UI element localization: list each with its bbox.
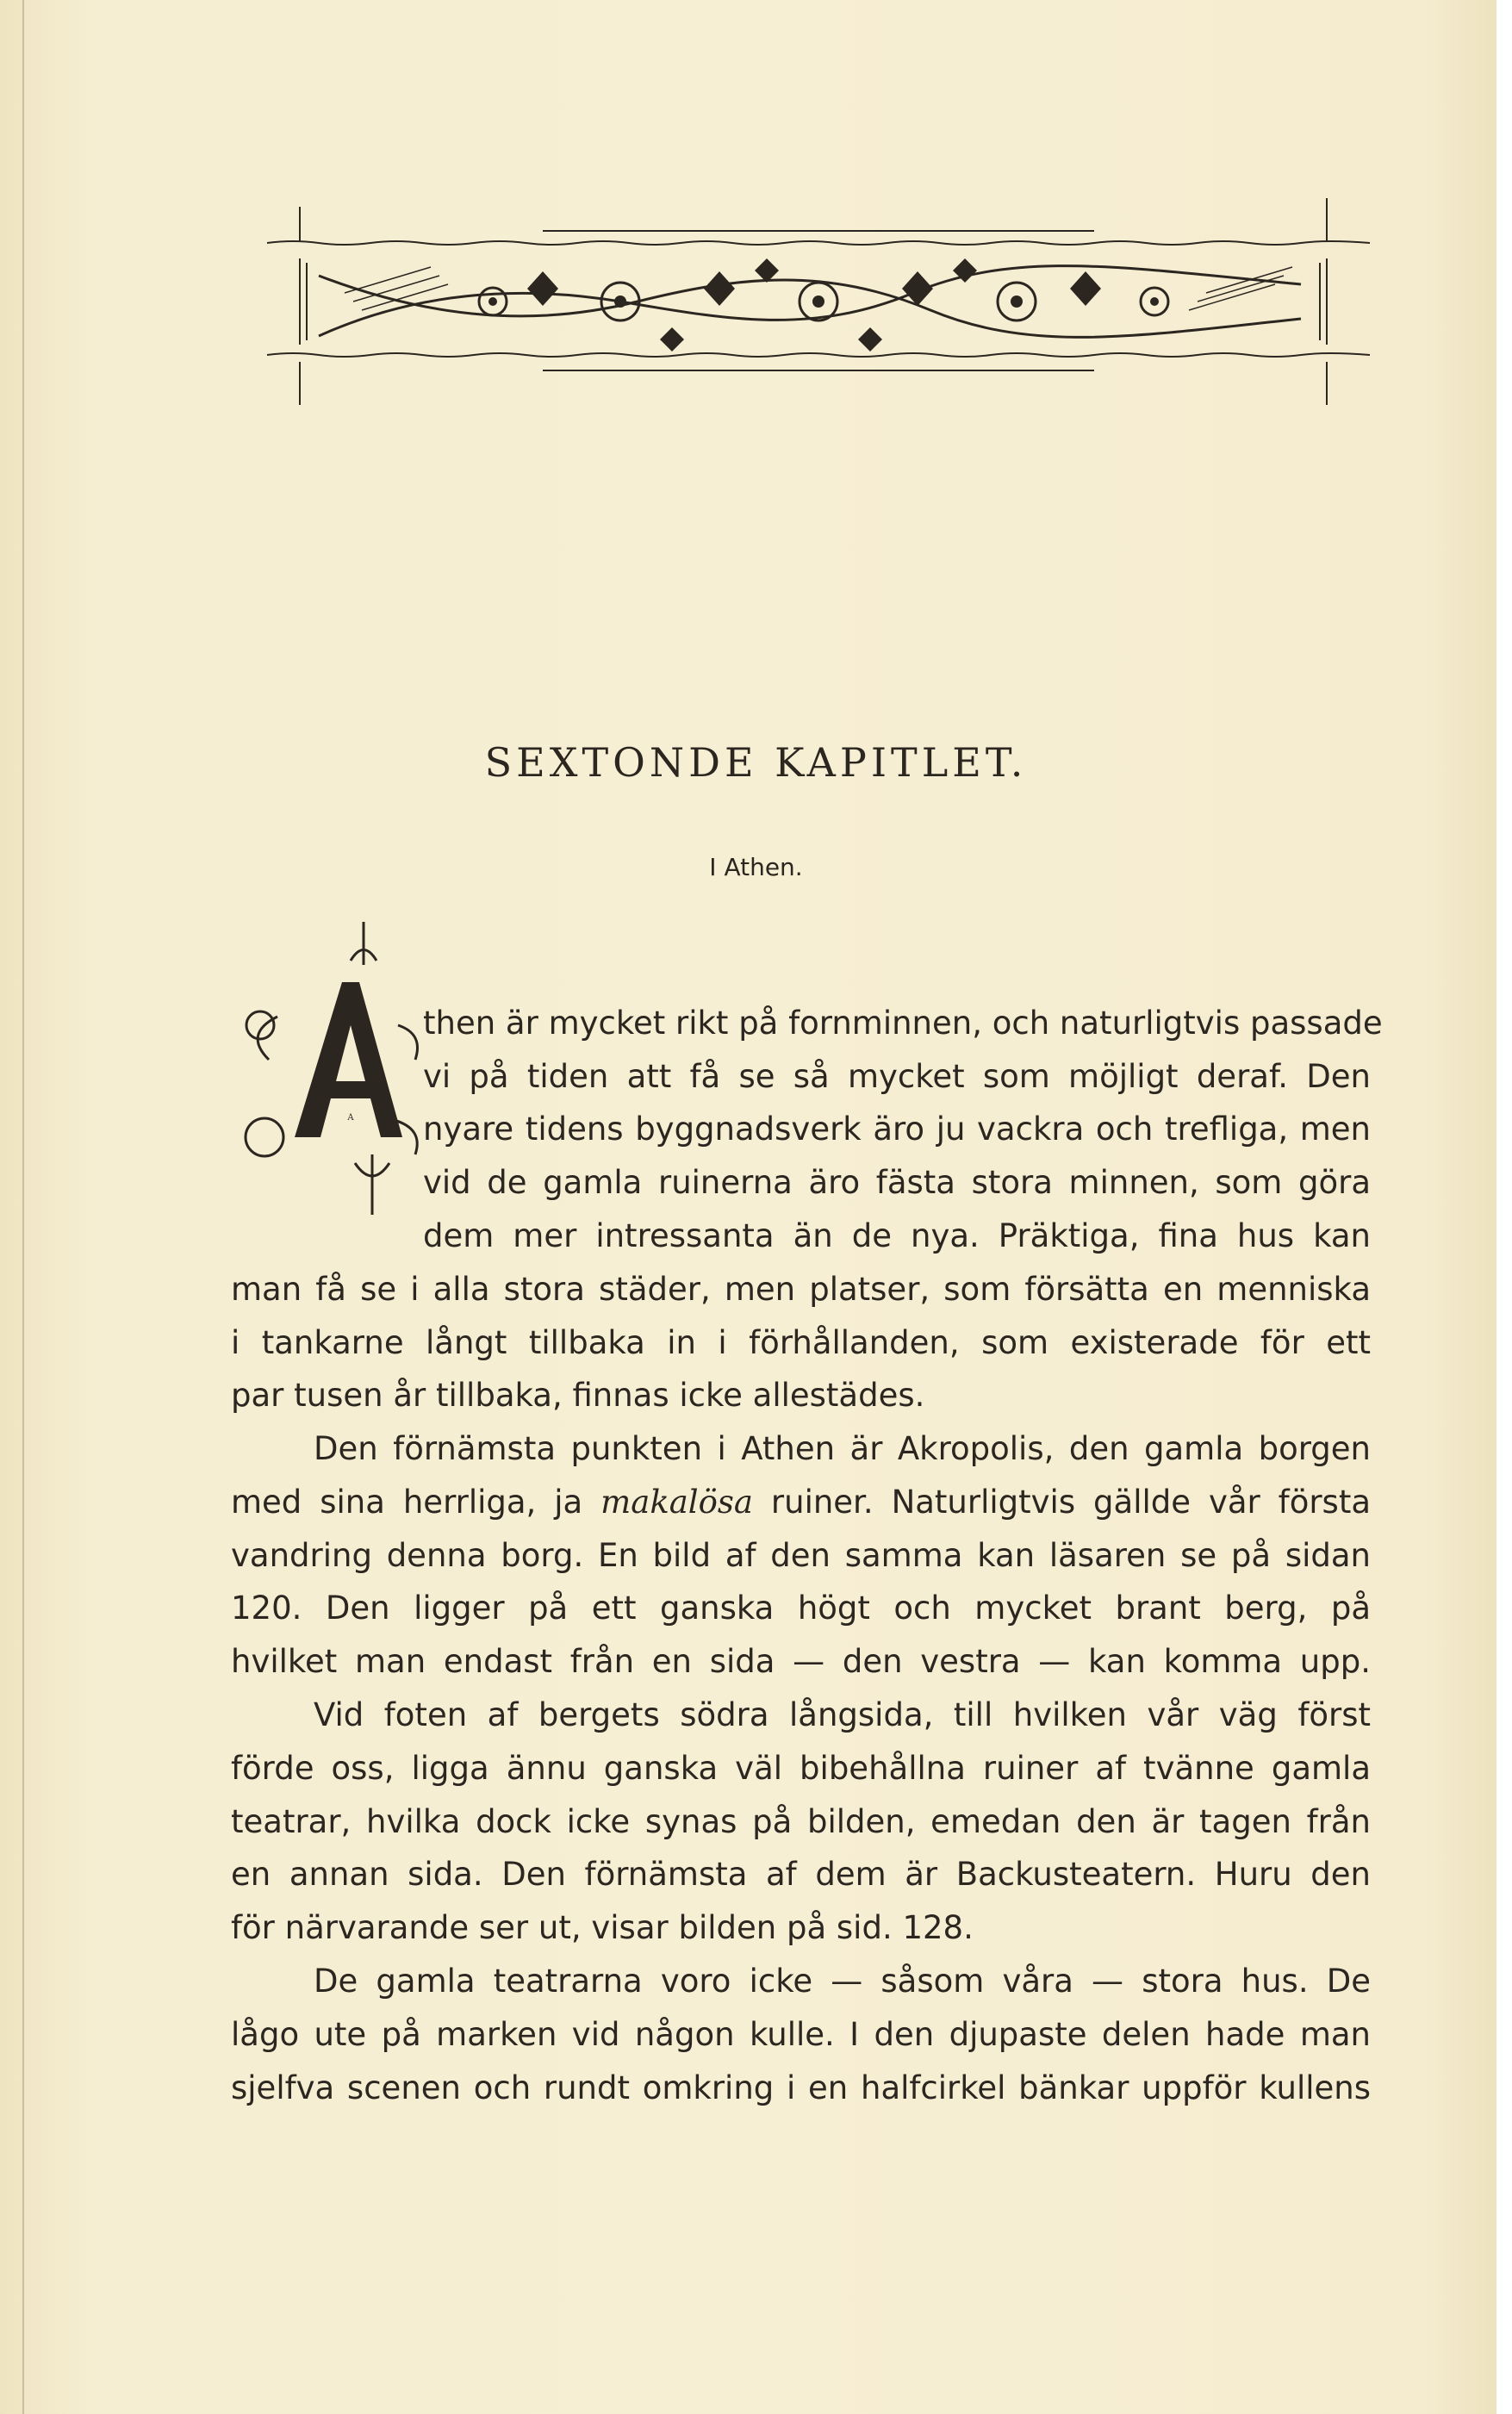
text-line: teatrar, hvilka dock icke synas på bilden, emedan den är tagen från — [231, 1803, 1371, 1840]
text-span: med sina herrliga, ja — [231, 1484, 583, 1521]
text-line: lågo ute på marken vid någon kulle. I den djupaste delen hade man — [231, 2016, 1371, 2053]
text-line: vi på tiden att få se så mycket som möjligt deraf. Den — [423, 1058, 1371, 1095]
text-line: Den förnämsta punkten i Athen är Akropolis, den gamla borgen — [314, 1430, 1371, 1467]
text-line: nyare tidens byggnadsverk äro ju vackra och trefliga, men — [423, 1111, 1371, 1148]
text-line: för närvarande ser ut, visar bilden på sid. 128. — [231, 1909, 974, 1946]
chapter-title: SEXTONDE KAPITLET. — [484, 739, 1028, 786]
drop-cap-letter: A — [347, 1113, 354, 1123]
page-edge — [1496, 0, 1512, 2414]
text-line: De gamla teatrarna voro icke — såsom våra — stora hus. De — [314, 1963, 1371, 2000]
header-ornament — [258, 190, 1378, 414]
text-line: hvilket man endast från en sida — den vestra — kan komma upp. — [231, 1643, 1371, 1680]
text-line: vid de gamla ruinerna äro fästa stora minnen, som göra — [423, 1164, 1371, 1201]
drop-cap-initial — [243, 922, 432, 1223]
text-line: 120. Den ligger på ett ganska högt och mycket brant berg, på — [231, 1590, 1371, 1627]
text-line — [231, 1481, 1371, 1524]
text-line: par tusen år tillbaka, finnas icke allestädes. — [231, 1377, 925, 1414]
page-fold-shadow — [22, 0, 24, 2414]
text-line: then är mycket rikt på fornminnen, och naturligtvis passade — [423, 1005, 1383, 1042]
text-span: ruiner. Naturligtvis gällde vår första — [770, 1484, 1372, 1521]
text-line: förde oss, ligga ännu ganska väl bibehållna ruiner af tvänne gamla — [231, 1750, 1371, 1787]
text-line: dem mer intressanta än de nya. Präktiga, fina hus kan — [423, 1217, 1371, 1254]
emphasis-text: makalösa — [600, 1484, 753, 1521]
text-line: man få se i alla stora städer, men platser, som försätta en menniska — [231, 1271, 1371, 1308]
text-line: sjelfva scenen och rundt omkring i en halfcirkel bänkar uppför kullens — [231, 2069, 1371, 2106]
text-line: Vid foten af bergets södra långsida, till hvilken vår väg först — [314, 1696, 1371, 1733]
text-line: i tankarne långt tillbaka in i förhållanden, som existerade för ett — [231, 1324, 1371, 1361]
chapter-subtitle: I Athen. — [709, 853, 803, 881]
text-line: en annan sida. Den förnämsta af dem är Backusteatern. Huru den — [231, 1856, 1371, 1893]
text-line: vandring denna borg. En bild af den samma kan läsaren se på sidan — [231, 1537, 1371, 1574]
